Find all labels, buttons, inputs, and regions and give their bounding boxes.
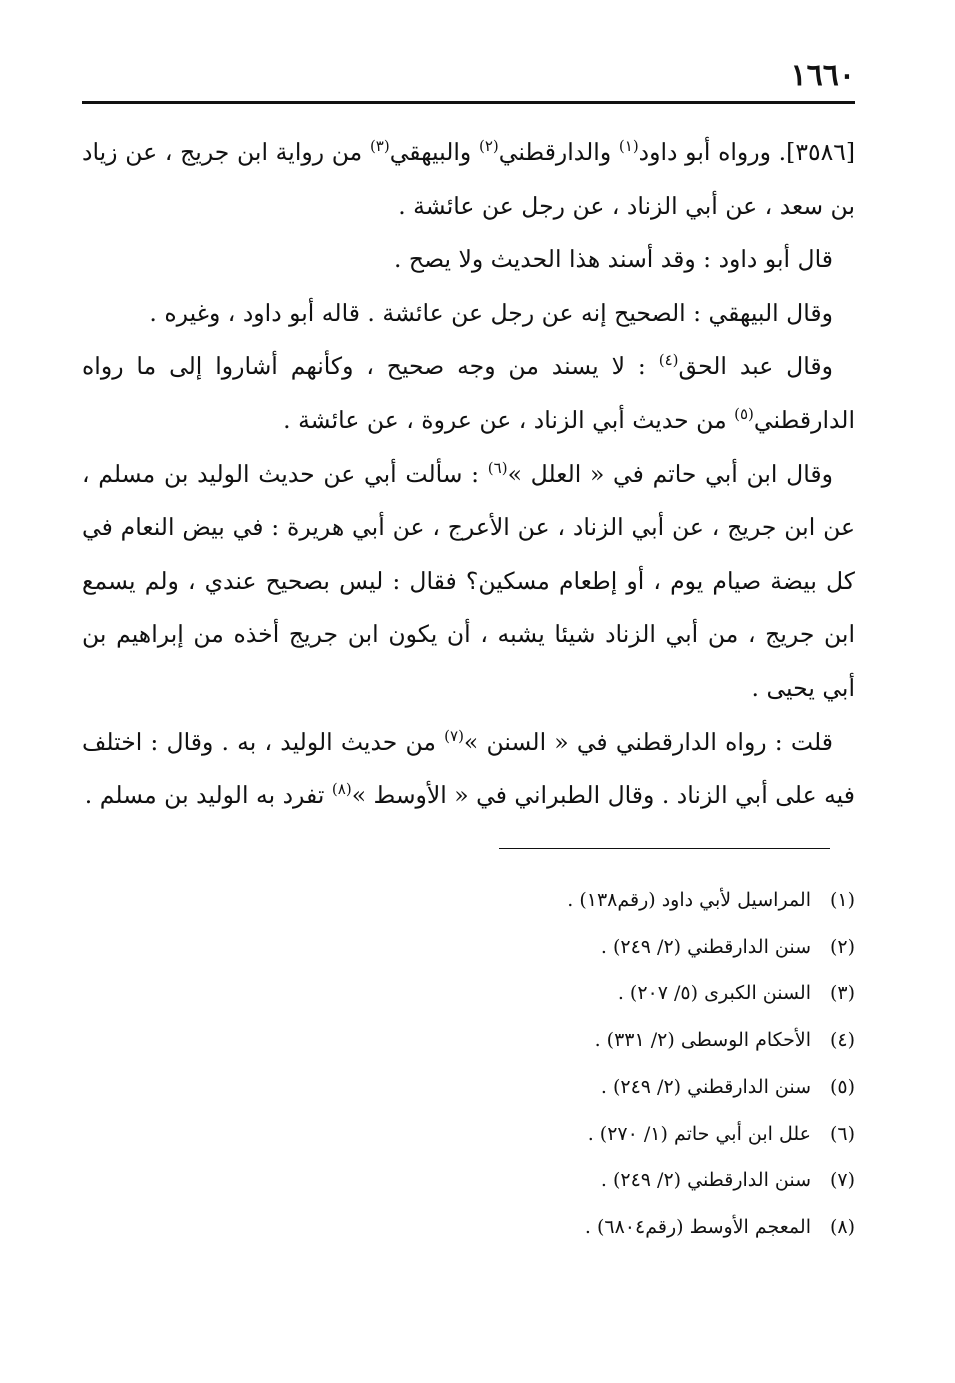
page-number: ١٦٦٠ xyxy=(790,58,855,93)
paragraph xyxy=(82,340,855,447)
paragraph-text: : لا يسند من وجه صحيح ، وكأنهم أشاروا إلى ما رواه الدارقطني xyxy=(82,352,855,434)
footnote-number: (٤) xyxy=(829,1029,855,1052)
paragraph-text: [٣٥٨٦]. ورواه أبو داود xyxy=(638,138,855,166)
footnote-reference: (٣) xyxy=(369,137,390,155)
paragraph xyxy=(82,126,855,233)
footnote-number: (٦) xyxy=(829,1122,855,1145)
paragraph-text: من رواية ابن جريج ، عن زياد بن سعد ، عن أبي الزناد ، عن رجل عن عائشة . xyxy=(82,138,855,220)
footnote-item xyxy=(155,1204,855,1251)
footnote-text: المراسيل لأبي داود (رقم١٣٨) . xyxy=(567,889,811,911)
footnote-item xyxy=(155,924,855,971)
paragraph-text: وقال ابن أبي حاتم في « العلل » xyxy=(507,459,833,488)
paragraph-text: وقال البيهقي : الصحيح إنه عن رجل عن عائشة . قاله أبو داود ، وغيره . xyxy=(149,298,833,327)
footnote-number: (٢) xyxy=(829,935,855,958)
footnote-text: علل ابن أبي حاتم (١/ ٢٧٠) . xyxy=(587,1122,811,1145)
footnote-text: السنن الكبرى (٥/ ٢٠٧) . xyxy=(617,982,811,1005)
footnote-item xyxy=(155,970,855,1017)
footnote-number: (٧) xyxy=(829,1169,855,1192)
footnote-item xyxy=(155,1064,855,1111)
paragraph-text: والبيهقي xyxy=(389,138,479,166)
paragraph-text: قال أبو داود : وقد أسند هذا الحديث ولا يصح . xyxy=(393,245,833,274)
footnotes-list xyxy=(155,877,855,1251)
footnote-number: (٨) xyxy=(829,1215,855,1238)
paragraph-text: من حديث أبي الزناد ، عن عروة ، عن عائشة . xyxy=(283,405,735,434)
footnote-text: المعجم الأوسط (رقم٦٨٠٤) . xyxy=(584,1215,811,1238)
paragraph xyxy=(82,448,855,716)
footnote-text: سنن الدارقطني (٢/ ٢٤٩) . xyxy=(600,1169,811,1192)
paragraph xyxy=(82,287,855,341)
footnote-reference: (١) xyxy=(618,137,639,155)
paragraph-text: وقال عبد الحق xyxy=(678,352,833,381)
footnote-reference: (٧) xyxy=(444,726,464,745)
footnote-item xyxy=(155,1017,855,1064)
footnote-item xyxy=(155,1157,855,1204)
footnote-number: (١) xyxy=(829,889,855,911)
paragraph-text: قلت : رواه الدارقطني في « السنن » xyxy=(463,727,833,756)
footnote-text: الأحكام الوسطى (٢/ ٣٣١) . xyxy=(594,1029,811,1052)
paragraph xyxy=(82,716,855,823)
footnote-number: (٣) xyxy=(829,982,855,1005)
footnote-reference: (٢) xyxy=(478,137,499,155)
footnote-item xyxy=(155,877,855,924)
footnote-separator xyxy=(499,848,830,849)
footnote-text: سنن الدارقطني (٢/ ٢٤٩) . xyxy=(600,935,811,958)
footnote-text: سنن الدارقطني (٢/ ٢٤٩) . xyxy=(600,1075,811,1098)
footnote-reference: (٦) xyxy=(487,458,508,477)
paragraph-text: والدارقطني xyxy=(498,138,619,166)
paragraph-text: تفرد به الوليد بن مسلم . xyxy=(84,781,332,810)
footnote-reference: (٥) xyxy=(734,404,754,423)
footnote-reference: (٤) xyxy=(658,351,679,370)
paragraph-text: : سألت أبي عن حديث الوليد بن مسلم ، عن ابن جريج ، عن أبي الزناد ، عن الأعرج ، عن أبي هريرة : في بيض النعام في كل بيضة صيام يوم ، أو إطعام مسكين؟ فقال : ليس بصحيح عندي ، ولم يسمع ابن جريج ، من أبي الزناد شيئا يشبه ، أن يكون ابن جريج أخذه من إبراهيم بن أبي يحيى . xyxy=(82,459,855,702)
header-rule xyxy=(82,101,855,104)
footnote-item xyxy=(155,1111,855,1158)
main-text xyxy=(82,126,855,823)
paragraph-text: من حديث الوليد ، به . وقال : اختلف فيه على أبي الزناد . وقال الطبراني في « الأوسط » xyxy=(82,727,855,810)
footnote-number: (٥) xyxy=(829,1075,855,1098)
paragraph xyxy=(82,233,855,287)
footnote-reference: (٨) xyxy=(331,780,352,799)
